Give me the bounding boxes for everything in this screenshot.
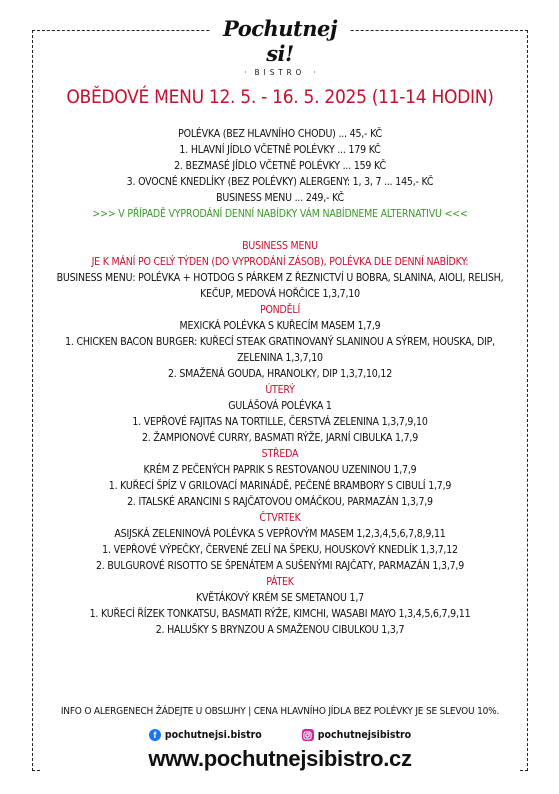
- menu-item: GULÁŠOVÁ POLÉVKA 1: [228, 400, 332, 412]
- day-heading-monday: PONDĚLÍ: [259, 304, 301, 316]
- facebook-icon: f: [149, 729, 161, 741]
- menu-item: 2. BULGUROVÉ RISOTTO SE ŠPENÁTEM A SUŠENÝMI RAJČATY, PARMAZÁN 1,3,7,9: [95, 560, 465, 572]
- menu-content: [40, 86, 520, 638]
- website-link[interactable]: www.pochutnejsibistro.cz: [40, 746, 520, 772]
- price-line: 1. HLAVNÍ JÍDLO VČETNĚ POLÉVKY ... 179 KČ: [179, 144, 381, 156]
- menu-item: 2. ITALSKÉ ARANCINI S RAJČATOVOU OMÁČKOU, PARMAZÁN 1,3,7,9: [127, 496, 433, 508]
- menu-item: 2. ŽAMPIONOVÉ CURRY, BASMATI RÝŽE, JARNÍ CIBULKA 1,7,9: [141, 432, 419, 444]
- menu-item: KRÉM Z PEČENÝCH PAPRIK S RESTOVANOU UZENINOU 1,7,9: [143, 464, 417, 476]
- menu-item: 2. HALUŠKY S BRYNZOU A SMAŽENOU CIBULKOU 1,3,7: [155, 624, 405, 636]
- menu-item: 1. VEPŘOVÉ VÝPEČKY, ČERVENÉ ZELÍ NA ŠPEKU, HOUSKOVÝ KNEDLÍK 1,3,7,12: [102, 544, 458, 556]
- business-availability: JE K MÁNÍ PO CELÝ TÝDEN (DO VYPRODÁNÍ ZÁSOB), POLÉVKA DLE DENNÍ NABÍDKY:: [91, 256, 469, 268]
- day-heading-wednesday: STŘEDA: [261, 448, 299, 460]
- instagram-icon: [302, 729, 314, 741]
- menu-item: 1. KUŘECÍ ŠPÍZ V GRILOVACÍ MARINÁDĚ, PEČENÉ BRAMBORY S CIBULÍ 1,7,9: [108, 480, 452, 492]
- facebook-handle: pochutnejsi.bistro: [164, 729, 262, 741]
- logo-subtitle: · BISTRO ·: [244, 68, 316, 77]
- business-description: BUSINESS MENU: POLÉVKA + HOTDOG S PÁRKEM Z ŘEZNICTVÍ U BOBRA, SLANINA, AIOLI, RELISH, KEČUP, MEDOVÁ HOŘČICE 1,3,7,10: [56, 272, 504, 300]
- instagram-handle: pochutnejsibistro: [317, 729, 412, 741]
- day-heading-thursday: ČTVRTEK: [259, 512, 301, 524]
- logo-name: Pochutnej si!: [223, 16, 337, 66]
- day-heading-friday: PÁTEK: [266, 576, 294, 588]
- menu-item: ASIJSKÁ ZELENINOVÁ POLÉVKA S VEPŘOVÝM MASEM 1,2,3,4,5,6,7,8,9,11: [114, 528, 446, 540]
- menu-item: 1. KUŘECÍ ŘÍZEK TONKATSU, BASMATI RÝŽE, KIMCHI, WASABI MAYO 1,3,4,5,6,7,9,11: [89, 608, 471, 620]
- facebook-link[interactable]: [149, 727, 262, 743]
- logo: [210, 14, 350, 76]
- business-heading: BUSINESS MENU: [242, 240, 318, 252]
- day-heading-tuesday: ÚTERÝ: [265, 384, 295, 396]
- price-list: [40, 126, 520, 206]
- price-line: POLÉVKA (BEZ HLAVNÍHO CHODU) ... 45,- KČ: [178, 128, 382, 140]
- price-line: 2. BEZMASÉ JÍDLO VČETNĚ POLÉVKY ... 159 KČ: [174, 160, 386, 172]
- menu-item: 1. CHICKEN BACON BURGER: KUŘECÍ STEAK GRATINOVANÝ SLANINOU A SÝREM, HOUSKA, DIP, ZELENINA 1,3,7,10: [65, 336, 495, 364]
- price-line: 3. OVOCNÉ KNEDLÍKY (BEZ POLÉVKY) ALERGENY: 1, 3, 7 ... 145,- KČ: [126, 176, 434, 188]
- menu-item: 2. SMAŽENÁ GOUDA, HRANOLKY, DIP 1,3,7,10,12: [167, 368, 393, 380]
- menu-item: KVĚTÁKOVÝ KRÉM SE SMETANOU 1,7: [196, 592, 364, 604]
- allergen-info-note: INFO O ALERGENECH ŽÁDEJTE U OBSLUHY | CENA HLAVNÍHO JÍDLA BEZ POLÉVKY JE SE SLEVOU 10%.: [60, 706, 500, 717]
- instagram-link[interactable]: [302, 727, 411, 743]
- menu-title: OBĚDOVÉ MENU 12. 5. - 16. 5. 2025 (11-14 HODIN): [66, 86, 494, 108]
- menu-item: 1. VEPŘOVÉ FAJITAS NA TORTILLE, ČERSTVÁ ZELENINA 1,3,7,9,10: [132, 416, 428, 428]
- social-links: [40, 727, 520, 743]
- menu-item: MEXICKÁ POLÉVKA S KUŘECÍM MASEM 1,7,9: [179, 320, 381, 332]
- alternative-note: >>> V PŘÍPADĚ VYPRODÁNÍ DENNÍ NABÍDKY VÁM NABÍDNEME ALTERNATIVU <<<: [92, 208, 468, 220]
- price-line: BUSINESS MENU ... 249,- KČ: [216, 192, 344, 204]
